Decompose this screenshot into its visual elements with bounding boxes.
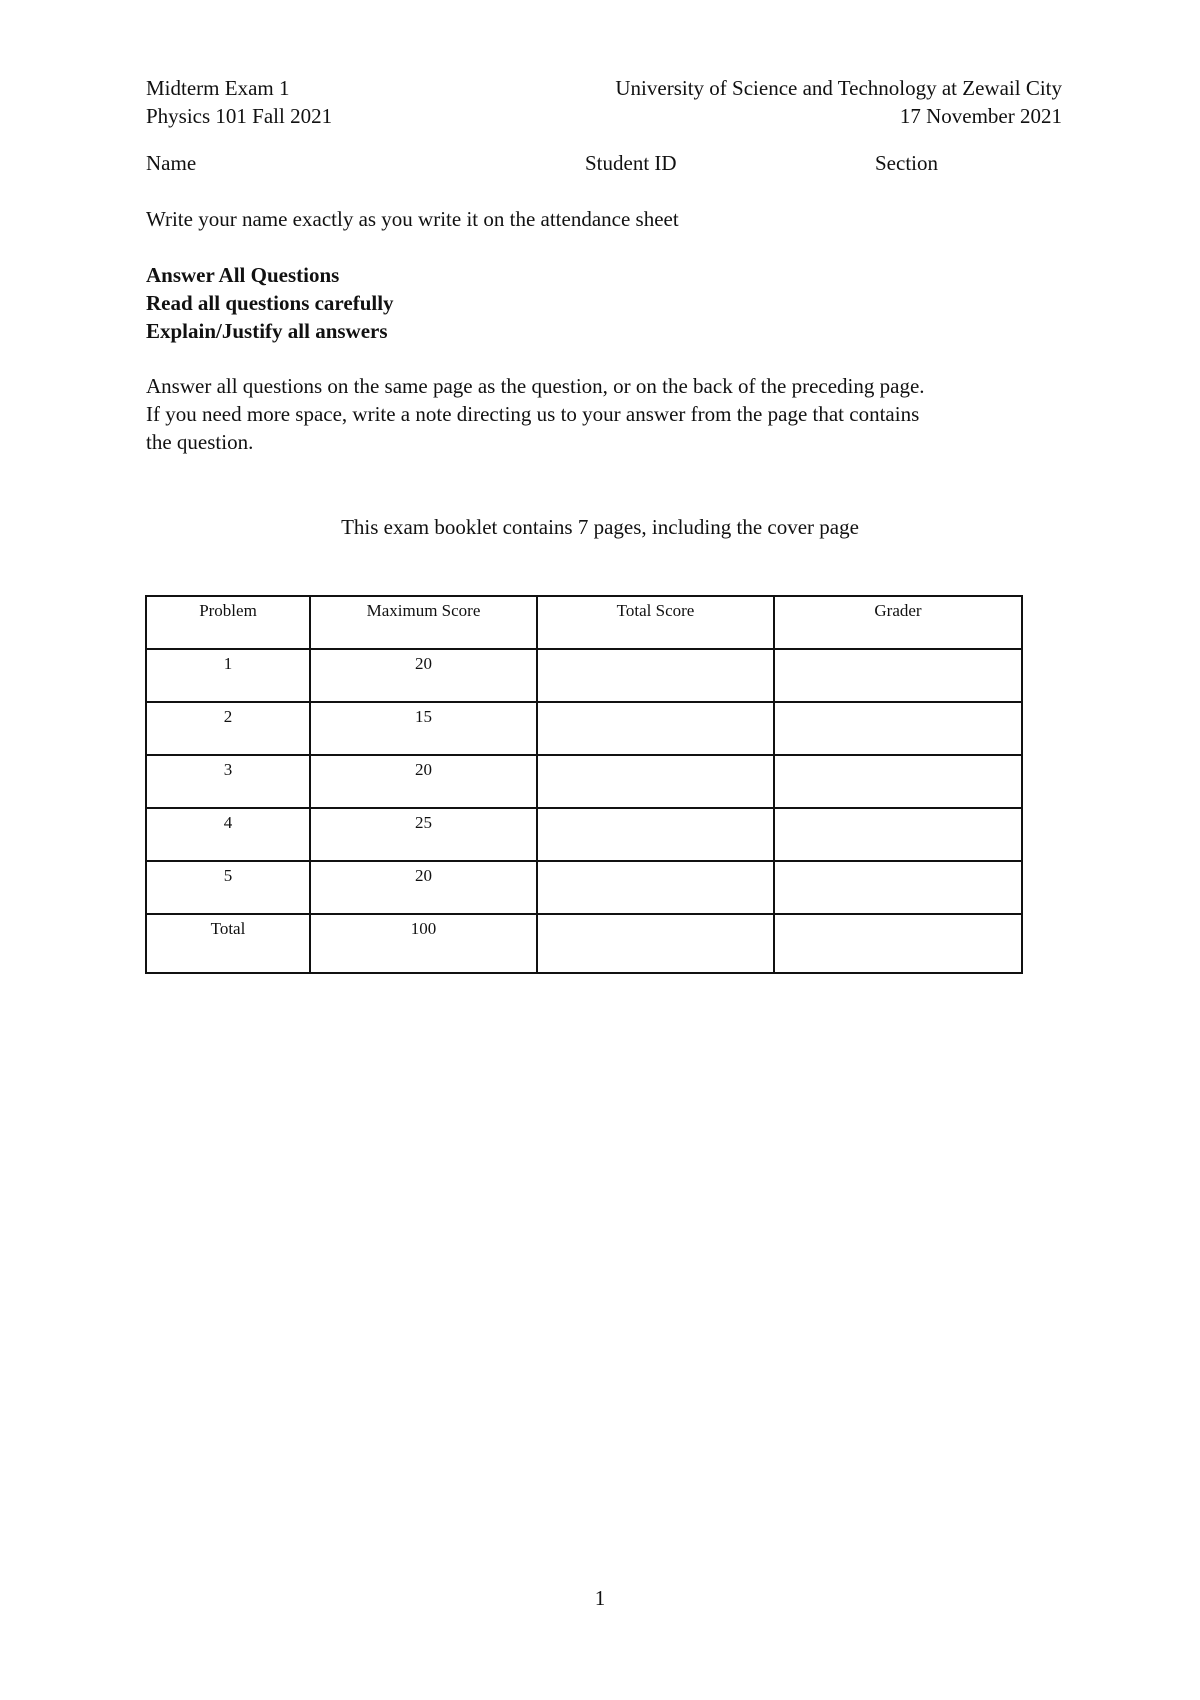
header-right xyxy=(615,74,1062,130)
booklet-note: This exam booklet contains 7 pages, including the cover page xyxy=(341,515,859,539)
problem-cell: 4 xyxy=(146,808,310,861)
grader-cell xyxy=(774,755,1022,808)
page-number: 1 xyxy=(594,1586,606,1610)
rule-answer-all: Answer All Questions xyxy=(146,263,340,287)
table-row xyxy=(146,808,1022,861)
header-total-score: Total Score xyxy=(537,596,774,649)
rule-read-carefully: Read all questions carefully xyxy=(146,291,394,315)
paragraph-line-1: Answer all questions on the same page as the question, or on the back of the preceding page. xyxy=(146,374,925,398)
max-score-cell: 20 xyxy=(310,649,537,702)
name-instruction: Write your name exactly as you write it on the attendance sheet xyxy=(146,207,679,231)
grader-cell xyxy=(774,914,1022,973)
total-score-cell xyxy=(537,649,774,702)
exam-rules xyxy=(146,261,394,345)
max-score-cell: 25 xyxy=(310,808,537,861)
table-row xyxy=(146,755,1022,808)
total-row xyxy=(146,914,1022,973)
header-left xyxy=(146,74,332,130)
score-table-header xyxy=(146,596,1022,649)
grader-cell xyxy=(774,861,1022,914)
header-grader: Grader xyxy=(774,596,1022,649)
student-id-label: Student ID xyxy=(585,151,677,175)
problem-cell: 1 xyxy=(146,649,310,702)
paragraph-line-2: If you need more space, write a note directing us to your answer from the page that contains xyxy=(146,402,920,426)
answer-space-paragraph xyxy=(146,372,1066,456)
course-name: Physics 101 Fall 2021 xyxy=(146,104,333,128)
total-max-cell: 100 xyxy=(310,914,537,973)
header-problem: Problem xyxy=(146,596,310,649)
paragraph-line-3: the question. xyxy=(146,430,254,454)
name-label: Name xyxy=(146,151,197,175)
problem-cell: 5 xyxy=(146,861,310,914)
university-name: University of Science and Technology at Zewail City xyxy=(615,76,1062,100)
total-score-cell xyxy=(537,914,774,973)
grader-cell xyxy=(774,702,1022,755)
exam-date: 17 November 2021 xyxy=(899,104,1062,128)
table-row xyxy=(146,649,1022,702)
total-score-cell xyxy=(537,702,774,755)
max-score-cell: 20 xyxy=(310,861,537,914)
max-score-cell: 20 xyxy=(310,755,537,808)
exam-title: Midterm Exam 1 xyxy=(146,76,290,100)
max-score-cell: 15 xyxy=(310,702,537,755)
total-score-cell xyxy=(537,808,774,861)
rule-explain: Explain/Justify all answers xyxy=(146,319,388,343)
total-label-cell: Total xyxy=(146,914,310,973)
total-score-cell xyxy=(537,755,774,808)
total-score-cell xyxy=(537,861,774,914)
table-row xyxy=(146,861,1022,914)
header-maximum-score: Maximum Score xyxy=(310,596,537,649)
problem-cell: 3 xyxy=(146,755,310,808)
score-table xyxy=(145,595,1023,974)
grader-cell xyxy=(774,649,1022,702)
table-row xyxy=(146,702,1022,755)
grader-cell xyxy=(774,808,1022,861)
section-label: Section xyxy=(875,151,938,175)
problem-cell: 2 xyxy=(146,702,310,755)
